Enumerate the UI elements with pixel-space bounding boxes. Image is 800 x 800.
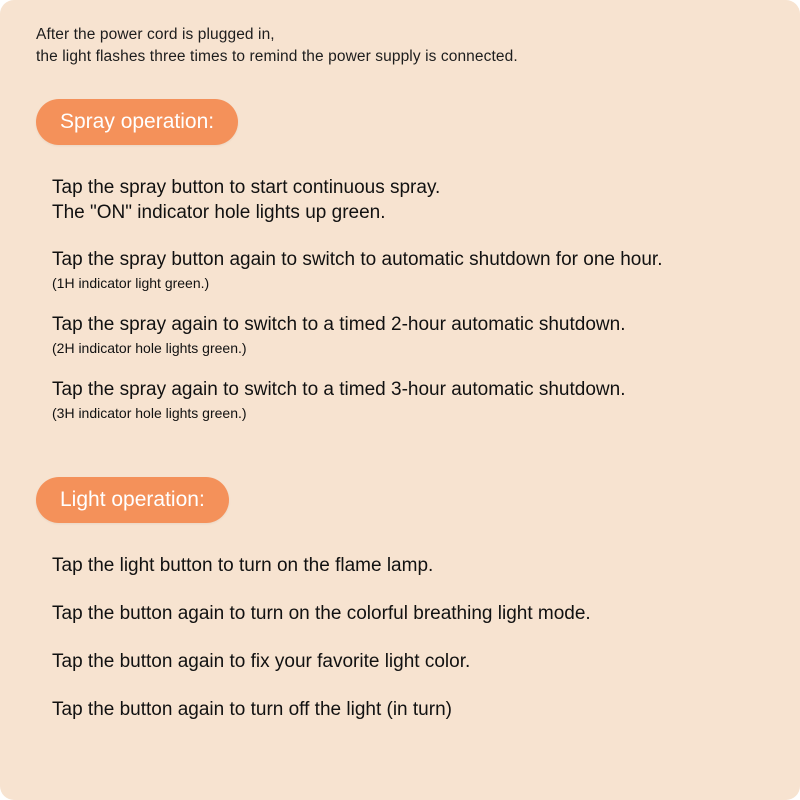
light-step-3: [52, 649, 772, 674]
light-step-3-text: Tap the button again to fix your favorite light color.: [52, 651, 471, 672]
light-step-4-text: Tap the button again to turn off the light (in turn): [52, 699, 452, 720]
section-heading-light: [36, 477, 229, 523]
spray-step-3: [52, 312, 772, 357]
section-heading-spray-label: Spray operation:: [60, 110, 215, 133]
spray-step-1: [52, 175, 772, 226]
intro-line-1: After the power cord is plugged in,: [36, 26, 275, 43]
intro-line-2: the light flashes three times to remind the power supply is connected.: [36, 48, 518, 66]
light-step-4: [52, 697, 772, 722]
light-step-2-text: Tap the button again to turn on the colorful breathing light mode.: [52, 603, 591, 624]
spray-step-2-note: (1H indicator light green.): [52, 275, 210, 292]
section-heading-light-label: Light operation:: [60, 488, 205, 511]
light-step-1: [52, 553, 772, 578]
spray-step-1-line-1: Tap the spray button to start continuous spray.: [52, 177, 441, 198]
light-step-2: [52, 601, 772, 626]
section-heading-spray: [36, 99, 238, 145]
light-step-1-text: Tap the light button to turn on the flame lamp.: [52, 555, 434, 576]
spray-step-2-line-1: Tap the spray button again to switch to automatic shutdown for one hour.: [52, 249, 663, 270]
spray-step-3-line-1: Tap the spray again to switch to a timed 2-hour automatic shutdown.: [52, 314, 626, 335]
spray-step-1-line-2: The "ON" indicator hole lights up green.: [52, 202, 386, 224]
spray-step-3-note: (2H indicator hole lights green.): [52, 340, 247, 357]
spray-step-2: [52, 247, 772, 292]
spray-step-4-line-1: Tap the spray again to switch to a timed 3-hour automatic shutdown.: [52, 379, 626, 400]
spray-step-4: [52, 377, 772, 422]
intro-text: [36, 24, 756, 69]
spray-step-4-note: (3H indicator hole lights green.): [52, 405, 247, 422]
